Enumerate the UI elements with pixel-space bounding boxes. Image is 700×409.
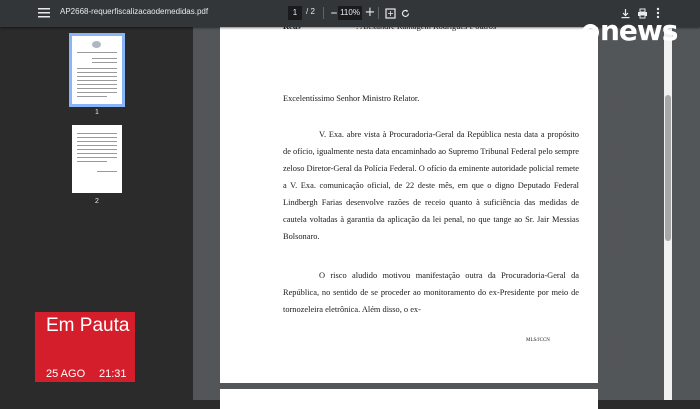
document-initials: MLS/JCCN	[526, 338, 550, 343]
paragraph-1: V. Exa. abre vista à Procuradoria-Geral da República nesta data a propósito de ofício, igualmente nesta data encaminhado ao Supremo Tribunal Federal pelo sempre zeloso Diretor-Geral da Polícia Federal. O ofício da eminente autoridade policial remete a V. Exa. comunicação oficial, de 22 deste mês, em que o digno Deputado Federal Lindbergh Farias desenvolve razões de receio quanto à suficiência das medidas de cautela voltadas à garantia da aplicação da lei penal, no que tange ao Sr. Jair Messias Bolsonaro.	[283, 130, 579, 241]
menu-icon[interactable]	[36, 5, 52, 21]
program-date: 25 AGO	[46, 368, 86, 380]
salutation: Excelentíssimo Senhor Ministro Relator.	[283, 94, 420, 103]
document-title: AP2668-requerfiscalizacaodemedidas.pdf	[60, 7, 209, 16]
scrollbar-thumb[interactable]	[665, 95, 671, 241]
document-viewer[interactable]	[193, 27, 700, 400]
toolbar-divider	[323, 7, 324, 19]
zoom-in-icon[interactable]: +	[364, 5, 376, 20]
program-time: 21:31	[99, 368, 127, 380]
thumbnail-label: 2	[95, 198, 99, 205]
toolbar-divider	[378, 7, 379, 19]
rotate-icon[interactable]	[397, 5, 413, 21]
zoom-out-icon[interactable]: –	[330, 5, 338, 21]
news-logo: news	[582, 14, 677, 47]
signature-notice: Documento assinado via Token digitalmente por PROCURADOR-GERAL DA REPUBLICA PAULO GUSTAVO GONET BRANCO, em http://www.transparencia.mpf.mp.br/validacaodocumento. Chave c8deaa3c.fe05c41d.ef2c8b31.7e1a1945	[615, 86, 625, 367]
fit-page-icon[interactable]	[382, 5, 398, 21]
program-title: Em Pauta	[46, 315, 130, 336]
pdf-page-2	[220, 389, 598, 409]
thumbnail-label: 1	[95, 109, 99, 116]
zoom-input[interactable]: 110%	[338, 6, 362, 20]
page-thumbnail-1[interactable]	[72, 36, 122, 104]
paragraph-2: O risco aludido motivou manifestação outra da Procuradoria-Geral da República, no sentido de se proceder ao monitoramento do ex-Presidente por meio de tornozeleira eletrônica. Além disso, o ex-	[283, 271, 579, 314]
page-number-input[interactable]: 1	[288, 6, 302, 20]
page-count: / 2	[306, 7, 315, 16]
viewer-scrollbar[interactable]	[664, 27, 672, 400]
pdf-page-1	[220, 27, 625, 383]
logo-g-icon	[582, 24, 599, 41]
program-overlay	[35, 312, 135, 382]
page-thumbnail-2[interactable]	[72, 125, 122, 193]
